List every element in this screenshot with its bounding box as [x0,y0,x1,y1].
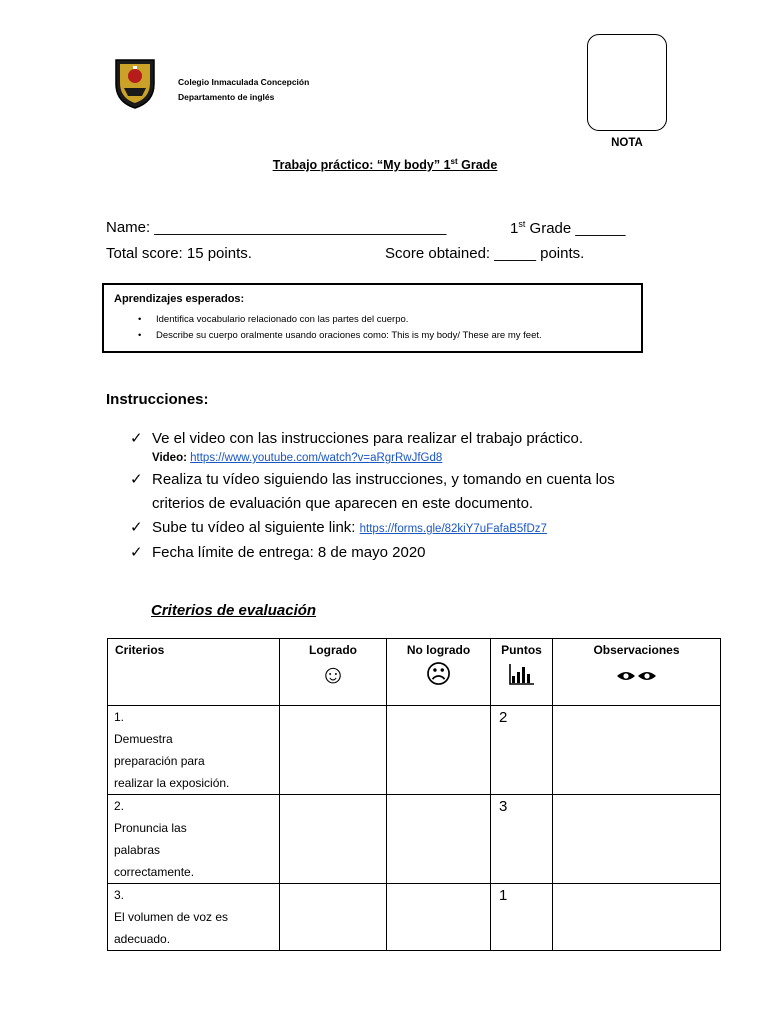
title-text: Trabajo práctico: “My body” 1 [272,158,451,172]
column-header-logrado [280,639,387,706]
instruction-text: Ve el video con las instrucciones para realizar el trabajo práctico. [152,430,584,447]
criterion-line: palabras [114,843,161,857]
school-name: Colegio Inmaculada Concepción [178,77,310,87]
no-logrado-cell[interactable] [387,884,491,951]
forms-link[interactable]: https://forms.gle/82kiY7uFafaB5fDz7 [359,523,547,535]
criterion-number: 3. [114,888,125,902]
points-value: 3 [499,798,508,815]
bullet-icon: • [138,314,142,325]
instruction-item [130,469,670,491]
instruction-item [130,428,670,450]
eyes-icon [616,669,658,683]
instruction-item-continued [130,493,670,515]
criteria-table [107,638,721,951]
observaciones-cell[interactable] [553,884,721,951]
column-header-observaciones [553,639,721,706]
aprendizajes-list [138,312,542,344]
column-header-label: Criterios [115,643,165,657]
department-name: Departamento de inglés [178,92,275,102]
observaciones-cell[interactable] [553,795,721,884]
observaciones-cell[interactable] [553,706,721,795]
column-header-no-logrado [387,639,491,706]
video-label: Video: [152,452,187,464]
logrado-cell[interactable] [280,795,387,884]
instruction-text: Fecha límite de entrega: 8 de mayo 2020 [152,544,426,561]
bullet-icon: • [138,330,142,341]
criteria-heading: Criterios de evaluación [151,602,317,619]
table-row [108,795,721,884]
grade-box-label: NOTA [611,137,643,149]
logrado-cell[interactable] [280,884,387,951]
bar-chart-icon [509,663,535,685]
document-title [0,156,770,174]
points-value: 1 [499,887,508,904]
criterion-line: realizar la exposición. [114,776,230,790]
instruction-text: criterios de evaluación que aparecen en este documento. [152,495,534,512]
instruction-text: Sube tu vídeo al siguiente link: [152,519,360,536]
aprendizajes-box [102,283,643,353]
checkmark-icon: ✓ [130,471,143,488]
aprendizaje-item [138,328,542,344]
column-header-criterios [108,639,280,706]
video-link-line [130,450,670,467]
aprendizaje-item [138,312,542,328]
points-cell [491,795,553,884]
criterion-text [114,817,254,883]
criterion-line: Pronuncia las [114,821,187,835]
smiley-face-icon: ☺ [319,659,347,689]
criterion-cell [108,884,280,951]
checkmark-icon: ✓ [130,430,143,447]
aprendizajes-title: Aprendizajes esperados: [114,293,245,305]
column-header-puntos [491,639,553,706]
points-cell [491,884,553,951]
column-header-label: No logrado [406,643,471,657]
title-sup: st [450,156,458,166]
column-header-label: Observaciones [593,643,680,657]
criterion-line: correctamente. [114,865,195,879]
no-logrado-cell[interactable] [387,795,491,884]
table-row [108,884,721,951]
video-link[interactable]: https://www.youtube.com/watch?v=aRgrRwJfGd8 [190,452,443,464]
instructions-list [130,428,670,564]
grade-blank: Grade ______ [525,220,626,237]
school-header [178,75,309,105]
column-header-label: Puntos [501,643,542,657]
name-field-line: Name: ___________________________________ [106,219,447,236]
total-score-line: Total score: 15 points. [106,245,252,262]
criterion-line: Demuestra [114,732,173,746]
no-logrado-cell[interactable] [387,706,491,795]
title-text-after: Grade [457,158,498,172]
checkmark-icon: ✓ [130,519,143,536]
points-value: 2 [499,709,508,726]
table-header-row [108,639,721,706]
score-obtained-line: Score obtained: _____ points. [385,245,585,262]
grade-number: 1 [510,220,519,237]
instruction-text: Realiza tu vídeo siguiendo las instrucciones, y tomando en cuenta los [152,471,615,488]
criterion-line: adecuado. [114,932,171,946]
criterion-cell [108,795,280,884]
criterion-cell [108,706,280,795]
grade-box [587,34,667,131]
criterion-number: 2. [114,799,125,813]
instruction-item [130,517,670,540]
aprendizaje-text: Identifica vocabulario relacionado con las partes del cuerpo. [156,314,409,325]
school-crest-logo [112,56,158,110]
criterion-text [114,906,254,950]
grade-sup: st [518,219,526,229]
criterion-number: 1. [114,710,125,724]
instruction-item [130,542,670,564]
criterion-line: preparación para [114,754,205,768]
table-row [108,706,721,795]
grade-field-line [510,219,625,237]
column-header-label: Logrado [309,643,357,657]
logrado-cell[interactable] [280,706,387,795]
criterion-line: El volumen de voz es [114,910,229,924]
instructions-heading: Instrucciones: [106,391,209,408]
checkmark-icon: ✓ [130,544,143,561]
criterion-text [114,728,254,794]
frowning-face-icon: ☹ [424,659,453,689]
points-cell [491,706,553,795]
aprendizaje-text: Describe su cuerpo oralmente usando oraciones como: This is my body/ These are my feet. [156,330,542,341]
